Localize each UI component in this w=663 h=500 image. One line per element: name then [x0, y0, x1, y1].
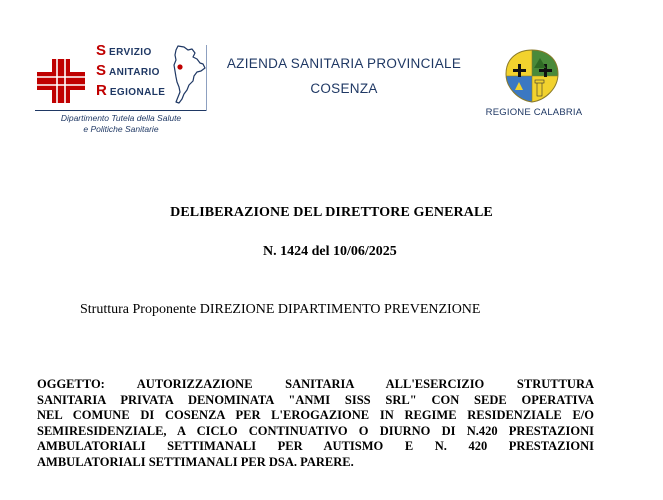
document-title: DELIBERAZIONE DEL DIRETTORE GENERALE — [170, 205, 493, 220]
ssr-word: ERVIZIO — [109, 47, 152, 58]
proponent-value: DIREZIONE DIPARTIMENTO PREVENZIONE — [199, 302, 481, 317]
subject-line: SANITARIA PRIVATA DENOMINATA "ANMI SISS SRL" CON SEDE OPERATIVA — [37, 392, 594, 407]
ssr-line-sanitario — [96, 61, 165, 81]
ssr-divider — [35, 110, 207, 111]
ssr-line-regionale — [96, 81, 165, 101]
subject-paragraph — [37, 377, 594, 471]
proponent-line — [80, 302, 480, 318]
ssr-initial: S — [96, 42, 107, 59]
ssr-word: EGIONALE — [109, 87, 166, 98]
ssr-line-servizio — [96, 41, 165, 61]
subject-line: AMBULATORIALI SETTIMANALI PER DSA. PARERE. — [37, 454, 354, 469]
department-caption — [35, 113, 207, 135]
department-line: e Politiche Sanitarie — [83, 124, 159, 134]
ssr-logo-text — [96, 41, 165, 101]
calabria-map-icon — [170, 44, 208, 111]
subject-line: NEL COMUNE DI COSENZA PER L'EROGAZIONE IN REGIME RESIDENZIALE E/O — [37, 408, 594, 423]
regione-calabria-emblem-icon — [502, 48, 562, 109]
asp-city: COSENZA — [310, 81, 378, 96]
ssr-divider-vertical — [206, 45, 207, 111]
document-number: N. 1424 del 10/06/2025 — [263, 244, 397, 259]
ssr-initial: S — [96, 62, 107, 79]
proponent-label: Struttura Proponente — [80, 302, 197, 317]
department-line: Dipartimento Tutela della Salute — [60, 113, 182, 123]
subject-line: SEMIRESIDENZIALE, A CICLO CONTINUATIVO O DIURNO DI N.420 PRESTAZIONI — [37, 423, 594, 438]
subject-line: OGGETTO: AUTORIZZAZIONE SANITARIA ALL'ESERCIZIO STRUTTURA — [37, 377, 594, 391]
asp-name: AZIENDA SANITARIA PROVINCIALE — [226, 56, 462, 71]
ssr-word: ANITARIO — [109, 67, 160, 78]
subject-line: AMBULATORIALI SETTIMANALI PER AUTISMO E N. 420 PRESTAZIONI — [37, 439, 594, 454]
regione-calabria-label: REGIONE CALABRIA — [485, 107, 583, 118]
ssr-initial: R — [96, 82, 107, 99]
red-cross-icon — [37, 59, 85, 108]
